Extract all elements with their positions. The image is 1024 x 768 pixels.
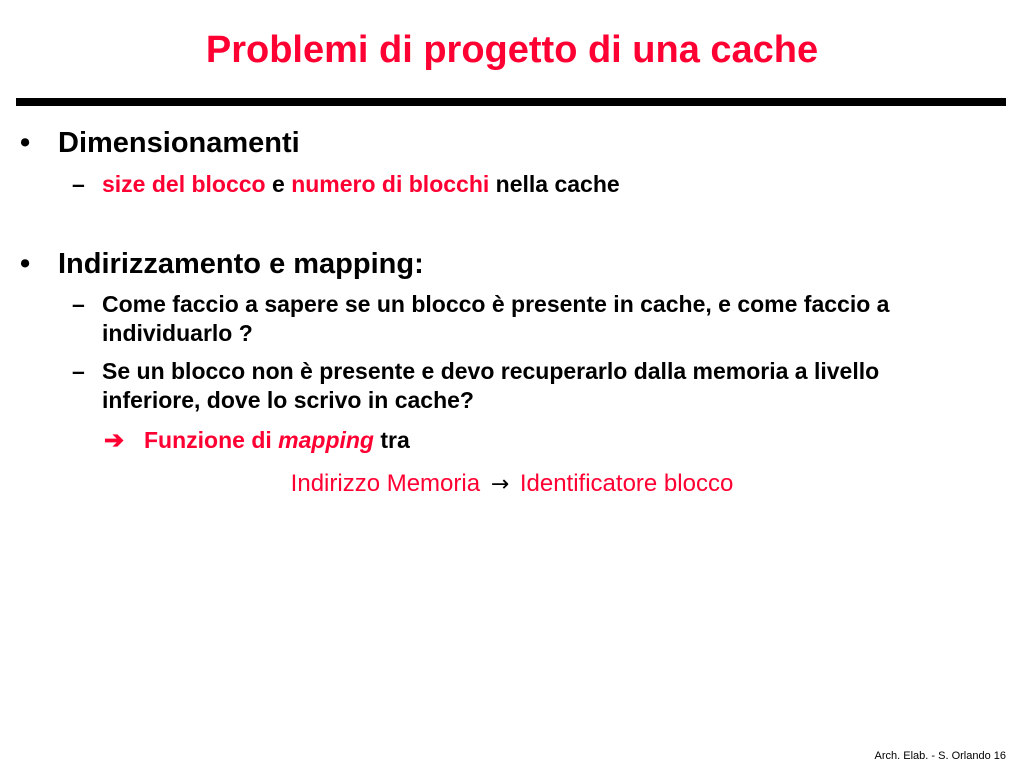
slide-footer: Arch. Elab. - S. Orlando 16 (874, 750, 1006, 762)
tra-text: tra (374, 427, 410, 453)
dash-marker: – (72, 171, 85, 197)
subitem-size-blocco (72, 170, 982, 199)
bullet-text: Indirizzamento e mapping: (58, 248, 424, 280)
subitem-text: Come faccio a sapere se un blocco è presente in cache, e come faccio a individuarlo ? (102, 291, 890, 346)
connector-e: e (265, 171, 292, 197)
mapping-function-line (104, 426, 410, 455)
subitem-text: Se un blocco non è presente e devo recuperarlo dalla memoria a livello inferiore, dove lo scrivo in cache? (102, 358, 880, 413)
right-arrow-icon: ➔ (104, 427, 125, 454)
maps-to-arrow-icon: → (490, 472, 510, 497)
size-del-blocco-term: size del blocco (102, 171, 266, 197)
slide-title: Problemi di progetto di una cache (205, 29, 819, 71)
indirizzo-memoria-term: Indirizzo Memoria (290, 470, 481, 497)
title-divider (16, 98, 1006, 106)
bullet-marker: • (20, 248, 31, 280)
mapping-formula (0, 469, 1024, 500)
identificatore-blocco-term: Identificatore blocco (519, 470, 734, 497)
bullet-indirizzamento (20, 247, 424, 281)
mapping-emphasis: mapping (278, 427, 374, 453)
funzione-di-text: Funzione di (144, 427, 279, 453)
nella-cache-text: nella cache (489, 171, 620, 197)
dash-marker: – (72, 358, 85, 384)
dash-marker: – (72, 291, 85, 317)
numero-di-blocchi-term: numero di blocchi (291, 171, 490, 197)
bullet-dimensionamenti (20, 126, 300, 160)
subitem-come-faccio (72, 290, 982, 348)
subitem-text (102, 170, 982, 199)
bullet-text: Dimensionamenti (58, 127, 300, 159)
bullet-marker: • (20, 127, 31, 159)
subitem-se-un-blocco (72, 357, 982, 415)
